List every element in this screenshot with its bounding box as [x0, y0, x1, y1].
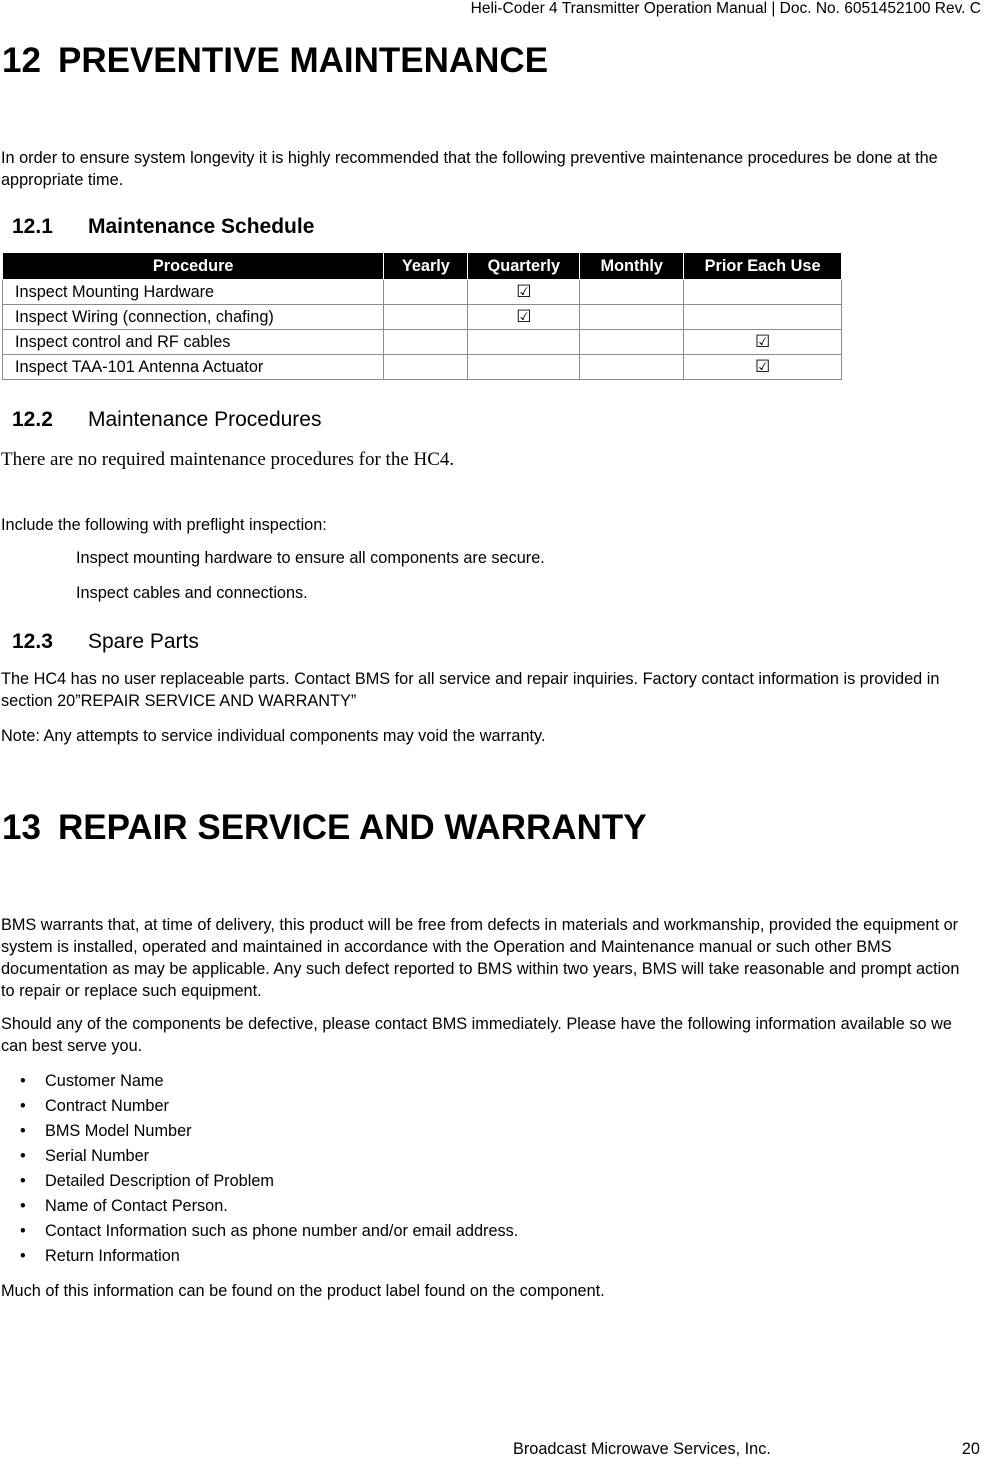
list-item: • Serial Number	[0, 1144, 518, 1169]
checkbox-icon: ☑	[468, 305, 580, 330]
section-13-heading	[2, 808, 647, 848]
section-number: 12	[2, 41, 41, 80]
table-row: Inspect control and RF cables ☑	[3, 330, 842, 355]
list-item: • Name of Contact Person.	[0, 1194, 518, 1219]
list-item: • Contract Number	[0, 1094, 518, 1119]
checkbox-icon: ☑	[468, 280, 580, 305]
preflight-item: Inspect cables and connections.	[76, 584, 308, 602]
bullet-icon: •	[20, 1122, 26, 1140]
list-item: • Contact Information such as phone number and/or email address.	[0, 1219, 518, 1244]
list-item: • BMS Model Number	[0, 1119, 518, 1144]
required-info-list	[0, 1069, 518, 1269]
preflight-item: Inspect mounting hardware to ensure all components are secure.	[76, 549, 545, 567]
table-header-row	[3, 253, 842, 280]
running-header: Heli-Coder 4 Transmitter Operation Manual | Doc. No. 6051452100 Rev. C	[470, 0, 981, 17]
bullet-icon: •	[20, 1172, 26, 1190]
section-title: REPAIR SERVICE AND WARRANTY	[58, 808, 647, 847]
maintenance-schedule-table	[2, 252, 842, 380]
intro-paragraph: In order to ensure system longevity it is highly recommended that the following preventive maintenance procedures be done at the appropriate time.	[1, 149, 938, 189]
table-row: Inspect Mounting Hardware ☑	[3, 280, 842, 305]
col-procedure: Procedure	[3, 253, 384, 280]
col-quarterly: Quarterly	[468, 253, 580, 280]
col-monthly: Monthly	[580, 253, 684, 280]
table-row: Inspect TAA-101 Antenna Actuator ☑	[3, 355, 842, 380]
section-12-3-heading: 12.3 Spare Parts	[12, 630, 199, 653]
bullet-icon: •	[20, 1197, 26, 1215]
checkbox-icon: ☑	[684, 355, 842, 380]
col-yearly: Yearly	[384, 253, 468, 280]
list-item: • Detailed Description of Problem	[0, 1169, 518, 1194]
bullet-icon: •	[20, 1072, 26, 1090]
warranty-paragraph: BMS warrants that, at time of delivery, this product will be free from defects in materials and workmanship, provided the equipment or system is installed, operated and maintained in accordance with the Operation and Maintenance manual or such other BMS documentation as may be applicable. Any such defect reported to BMS within two years, BMS will take reasonable and prompt action to repair or replace such equipment.	[1, 916, 960, 1000]
bullet-icon: •	[20, 1247, 26, 1265]
bullet-icon: •	[20, 1222, 26, 1240]
procedures-text: There are no required maintenance procedures for the HC4.	[1, 449, 455, 470]
preflight-intro: Include the following with preflight inspection:	[1, 516, 327, 534]
list-item: • Return Information	[0, 1244, 518, 1269]
contact-paragraph: Should any of the components be defective, please contact BMS immediately. Please have the following information available so we can best serve you.	[1, 1015, 952, 1055]
label-info-paragraph: Much of this information can be found on the product label found on the component.	[1, 1282, 605, 1300]
page-number: 20	[961, 1440, 980, 1458]
checkbox-icon: ☑	[684, 330, 842, 355]
section-12-heading	[2, 41, 548, 81]
section-title: PREVENTIVE MAINTENANCE	[58, 41, 549, 80]
bullet-icon: •	[20, 1147, 26, 1165]
col-prior-each-use: Prior Each Use	[684, 253, 842, 280]
table-row: Inspect Wiring (connection, chafing) ☑	[3, 305, 842, 330]
spare-parts-text: The HC4 has no user replaceable parts. Contact BMS for all service and repair inquiries. Factory contact information is provided in section 20”REPAIR SERVICE AND WARRANTY”	[1, 670, 940, 710]
footer-company: Broadcast Microwave Services, Inc.	[513, 1440, 771, 1458]
warranty-note: Note: Any attempts to service individual components may void the warranty.	[1, 727, 546, 745]
list-item: • Customer Name	[0, 1069, 518, 1094]
bullet-icon: •	[20, 1097, 26, 1115]
section-12-2-heading: 12.2 Maintenance Procedures	[12, 408, 322, 431]
section-12-1-heading: 12.1 Maintenance Schedule	[12, 215, 315, 238]
section-number: 13	[2, 808, 41, 847]
